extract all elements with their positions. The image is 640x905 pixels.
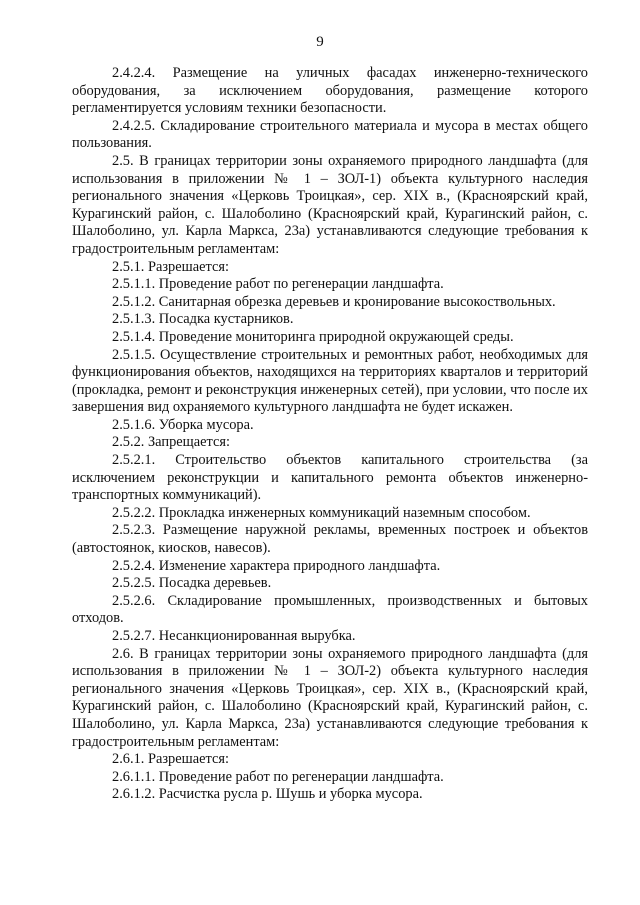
clause-2-6: 2.6. В границах территории зоны охраняемого природного ландшафта (для использования в приложении № 1 – ЗОЛ-2) объекта культурного наследия регионального значения «Церковь Троицкая», сер. XIX в., (Красноярский край, Курагинский район, с. Шалоболино (Красноярский край, Курагинский район, с. Шалоболино, ул. Карла Маркса, 23а) устанавливаются следующие требования к градостроительным регламентам: — [72, 645, 588, 750]
clause-2-5-2-2: 2.5.2.2. Прокладка инженерных коммуникаций наземным способом. — [112, 504, 531, 521]
clause-2-5-1-5: 2.5.1.5. Осуществление строительных и ремонтных работ, необходимых для функционирования объектов, находящихся на территориях кварталов и территорий (прокладка, ремонт и реконструкция инженерных сетей), при условии, что после их завершения вид охраняемого культурного ландшафта не будет искажен. — [72, 346, 588, 416]
clause-2-6-1-2: 2.6.1.2. Расчистка русла р. Шушь и уборка мусора. — [112, 786, 423, 803]
clause-2-5-2-7: 2.5.2.7. Несанкционированная вырубка. — [112, 628, 356, 644]
clause-2-5-1-3: 2.5.1.3. Посадка кустарников. — [112, 311, 294, 328]
clause-2-5-2-5: 2.5.2.5. Посадка деревьев. — [112, 575, 272, 592]
clause-2-5: 2.5. В границах территории зоны охраняемого природного ландшафта (для использования в приложении № 1 – ЗОЛ-1) объекта культурного наследия регионального значения «Церковь Троицкая», сер. XIX в., (Красноярский край, Курагинский район, с. Шалоболино (Красноярский край, Курагинский район, с. Шалоболино, ул. Карла Маркса, 23а) устанавливаются следующие требования к градостроительным регламентам: — [72, 152, 588, 257]
clause-2-5-1-1: 2.5.1.1. Проведение работ по регенерации ландшафта. — [112, 276, 444, 293]
clause-2-6-1-1: 2.6.1.1. Проведение работ по регенерации ландшафта. — [112, 768, 444, 785]
clause-2-5-2-6: 2.5.2.6. Складирование промышленных, производственных и бытовых отходов. — [72, 592, 588, 627]
clause-2-5-2-4: 2.5.2.4. Изменение характера природного ландшафта. — [112, 557, 441, 574]
document-body — [72, 65, 588, 804]
clause-2-5-1-6: 2.5.1.6. Уборка мусора. — [112, 416, 254, 433]
clause-2-4-2-4: 2.4.2.4. Размещение на уличных фасадах инженерно-технического оборудования, за исключением оборудования, размещение которого регламентируется условиям техники безопасности. — [72, 65, 588, 117]
clause-2-5-1-4: 2.5.1.4. Проведение мониторинга природной окружающей среды. — [112, 328, 514, 345]
clause-2-5-2-3: 2.5.2.3. Размещение наружной рекламы, временных построек и объектов (автостоянок, киосков, навесов). — [72, 522, 588, 557]
clause-2-5-2-1: 2.5.2.1. Строительство объектов капитального строительства (за исключением реконструкции и капитального ремонта объектов инженерно-транспортных коммуникаций). — [72, 452, 588, 504]
clause-2-5-1: 2.5.1. Разрешается: — [112, 258, 229, 275]
clause-2-5-2: 2.5.2. Запрещается: — [112, 434, 230, 451]
clause-2-6-1: 2.6.1. Разрешается: — [112, 751, 229, 768]
clause-2-5-1-2: 2.5.1.2. Санитарная обрезка деревьев и кронирование высокоствольных. — [112, 293, 556, 310]
clause-2-4-2-5: 2.4.2.5. Складирование строительного материала и мусора в местах общего пользования. — [72, 117, 588, 152]
page-number: 9 — [316, 34, 324, 50]
